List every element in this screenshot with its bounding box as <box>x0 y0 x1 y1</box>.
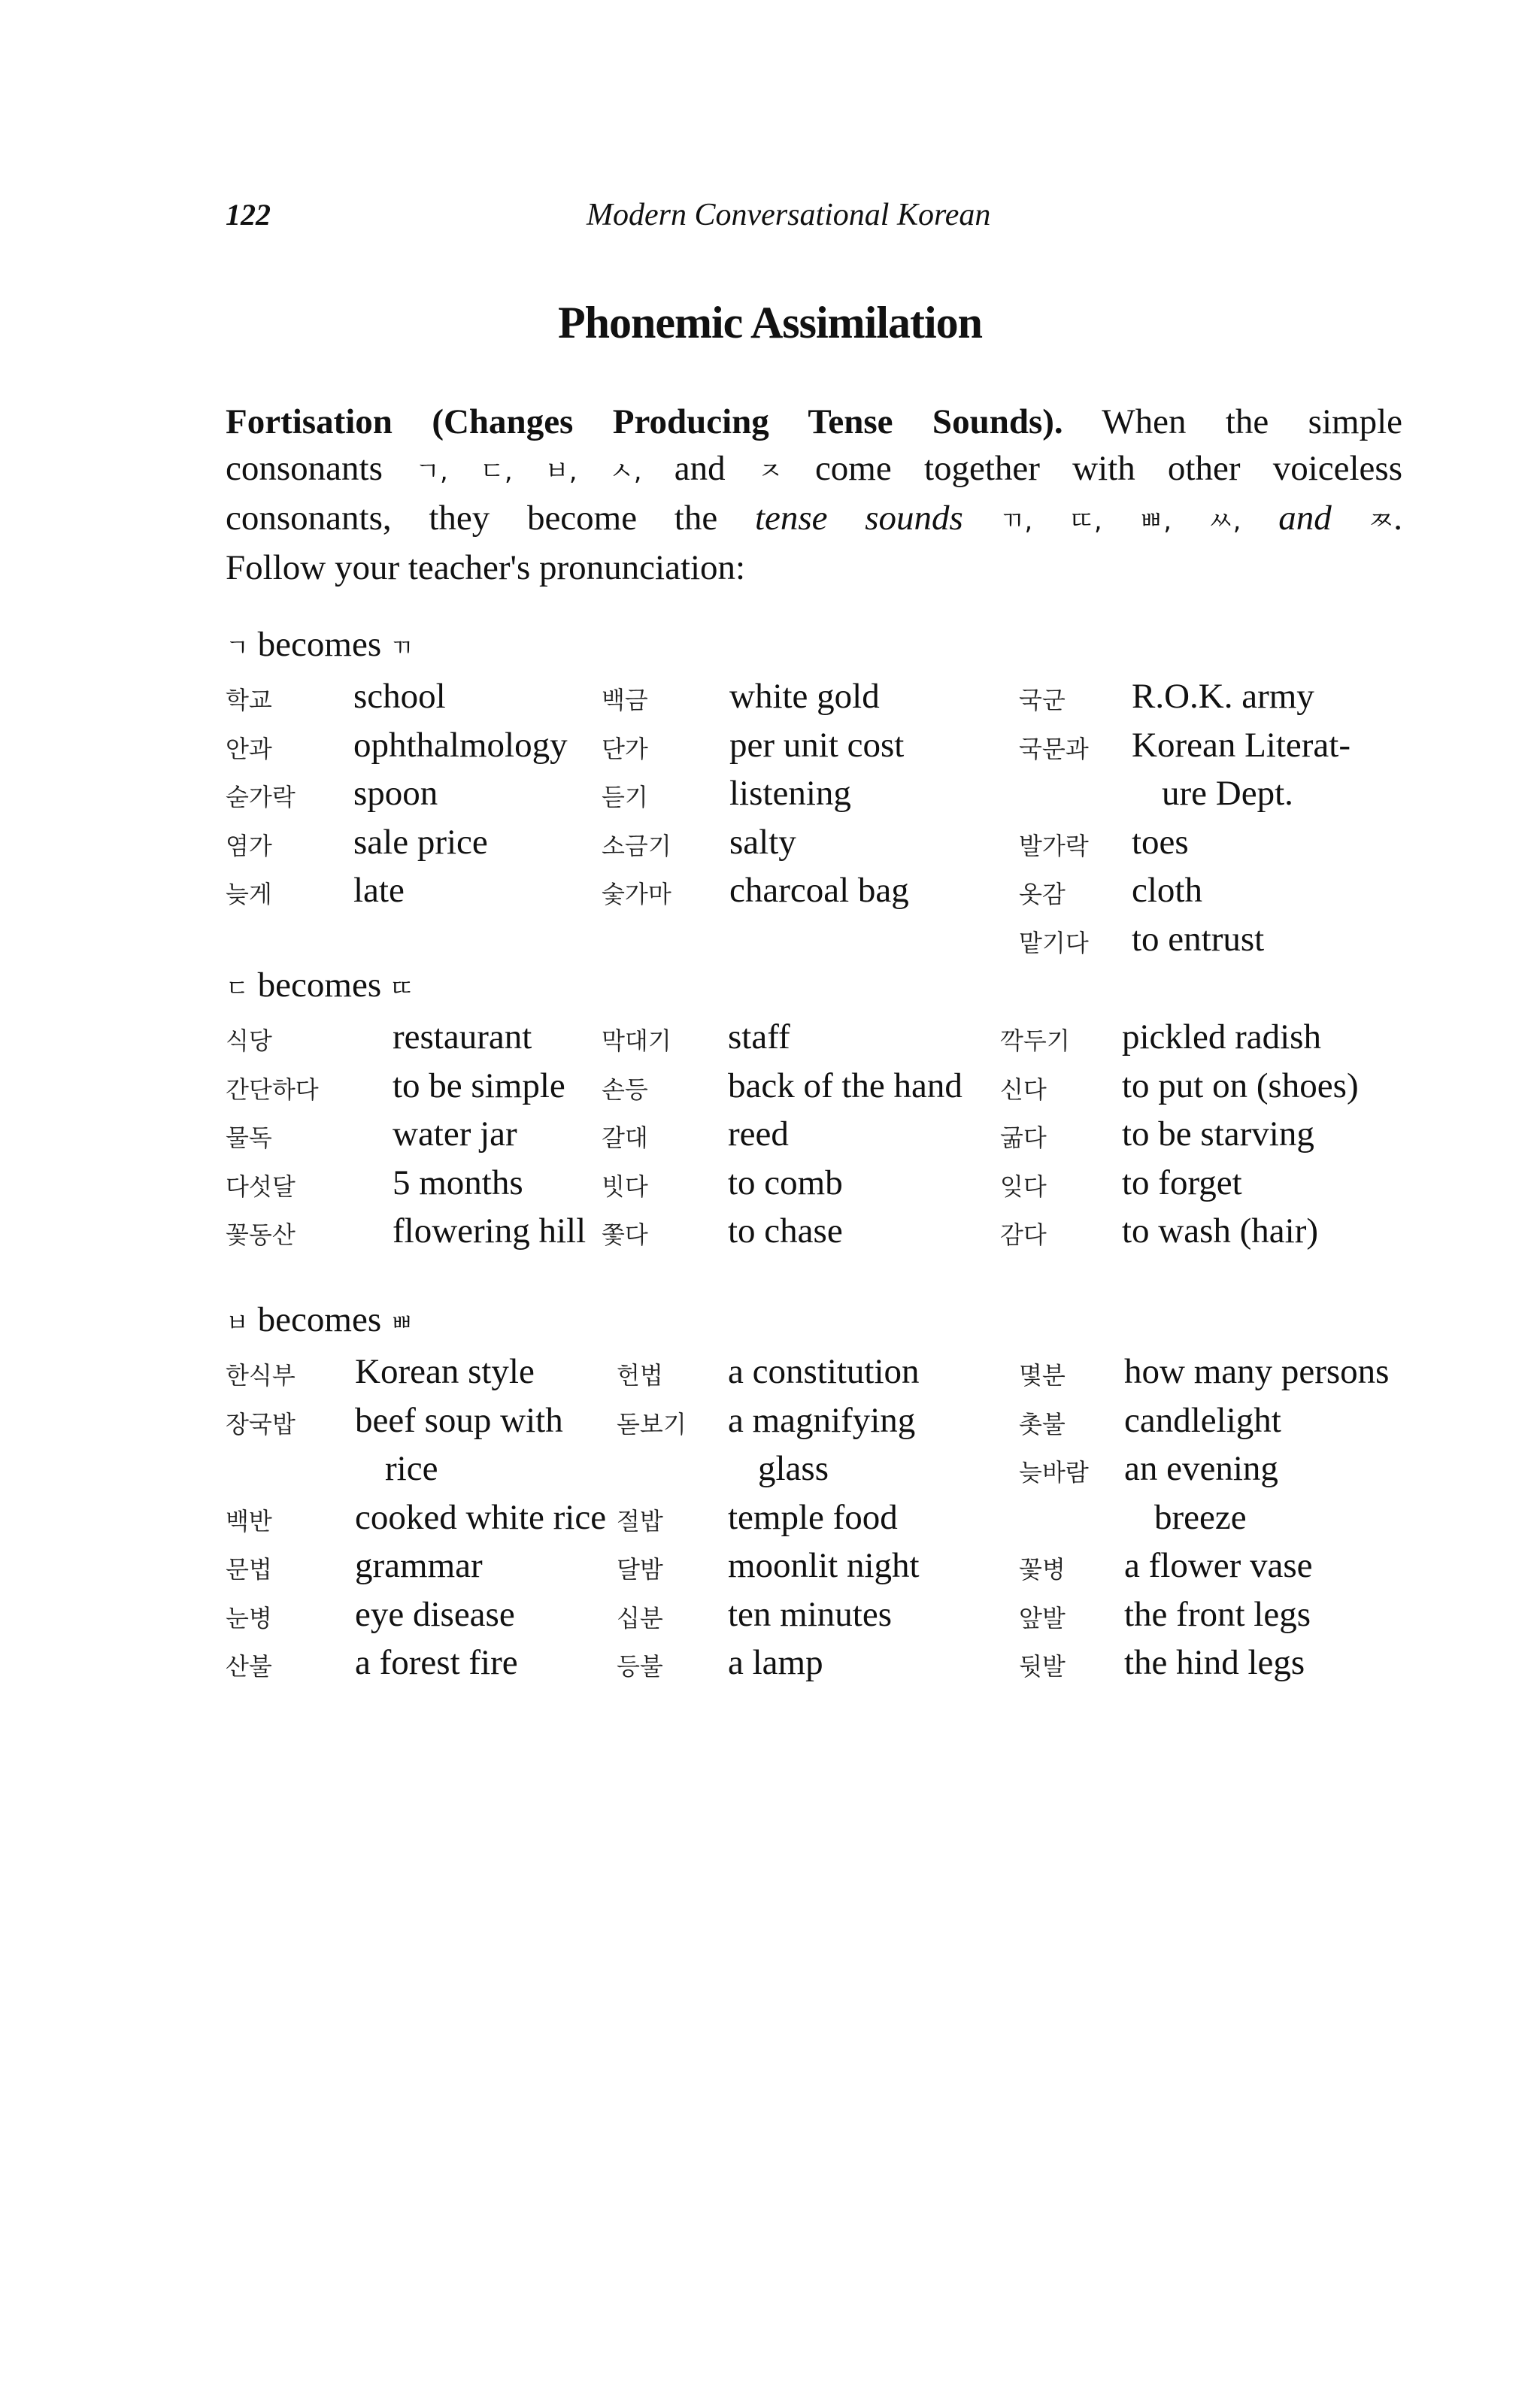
intro-lead: Fortisation (Changes Producing Tense Sounds). <box>226 402 1063 441</box>
korean-word: 돋보기 <box>617 1409 687 1439</box>
english-gloss: a constitution <box>728 1352 920 1391</box>
korean-word: 단가 <box>602 734 648 763</box>
korean-word: 산불 <box>226 1652 272 1681</box>
korean-word: 뒷발 <box>1019 1652 1066 1681</box>
english-gloss: candlelight <box>1124 1400 1281 1440</box>
english-gloss: late <box>353 871 405 910</box>
intro-line2-a: consonants <box>226 449 416 488</box>
english-gloss: an evening <box>1124 1449 1278 1488</box>
korean-word: 늦바람 <box>1019 1458 1089 1487</box>
korean-word: 소금기 <box>602 831 671 860</box>
english-gloss: salty <box>729 822 796 862</box>
korean-word: 식당 <box>226 1026 272 1055</box>
english-gloss: white gold <box>729 677 880 716</box>
section-heading-g <box>226 624 414 665</box>
korean-word: 막대기 <box>602 1026 671 1055</box>
english-gloss: water jar <box>393 1114 517 1154</box>
korean-word: 간단하다 <box>226 1075 319 1104</box>
jamo-jj: ㅉ <box>1369 506 1394 536</box>
english-gloss-continued: ure Dept. <box>1162 774 1293 813</box>
english-gloss: school <box>353 677 446 716</box>
running-title: Modern Conversational Korean <box>587 198 991 232</box>
korean-word: 국군 <box>1019 686 1066 714</box>
jamo-to: ㅃ <box>390 1308 414 1337</box>
english-gloss: a forest fire <box>355 1643 518 1682</box>
intro-line-3 <box>226 495 1402 544</box>
korean-word: 백금 <box>602 686 648 714</box>
intro-line3-a: consonants, they become the <box>226 499 755 538</box>
jamo-simple-consonants: ㄱ, ㄷ, ㅂ, ㅅ, <box>415 456 642 487</box>
english-gloss: moonlit night <box>728 1546 920 1585</box>
english-gloss: to chase <box>728 1211 843 1251</box>
intro-line-4: Follow your teacher's pronunciation: <box>226 548 746 587</box>
english-gloss: reed <box>728 1114 789 1154</box>
english-gloss: beef soup with <box>355 1400 563 1440</box>
english-gloss-continued: rice <box>385 1449 438 1488</box>
english-gloss: the hind legs <box>1124 1643 1305 1682</box>
english-gloss: ten minutes <box>728 1594 892 1634</box>
korean-word: 촛불 <box>1019 1409 1066 1439</box>
korean-word: 맡기다 <box>1019 928 1089 957</box>
section-heading-d <box>226 965 414 1005</box>
english-gloss: cloth <box>1132 871 1202 910</box>
korean-word: 국문과 <box>1019 734 1089 763</box>
english-gloss: to forget <box>1122 1163 1242 1202</box>
korean-word: 늦게 <box>226 880 272 908</box>
korean-word: 앞발 <box>1019 1603 1066 1633</box>
korean-word: 백반 <box>226 1506 272 1536</box>
english-gloss: charcoal bag <box>729 871 909 910</box>
korean-word: 갈대 <box>602 1123 648 1152</box>
korean-word: 빗다 <box>602 1172 648 1201</box>
intro-line1-rest: When the simple <box>1063 402 1402 441</box>
korean-word: 장국밥 <box>226 1409 296 1439</box>
intro-line2-c: come together with other voiceless <box>782 449 1402 488</box>
english-gloss: grammar <box>355 1546 483 1585</box>
korean-word: 꽃병 <box>1019 1555 1066 1584</box>
english-gloss: to be simple <box>393 1066 565 1105</box>
korean-word: 절밥 <box>617 1506 663 1536</box>
korean-word: 안과 <box>226 734 272 763</box>
english-gloss: ophthalmology <box>353 725 568 765</box>
korean-word: 물독 <box>226 1123 272 1152</box>
english-gloss: per unit cost <box>729 725 905 765</box>
korean-word: 등불 <box>617 1652 663 1681</box>
korean-word: 염가 <box>226 831 272 860</box>
jamo-tense-consonants: ㄲ, ㄸ, ㅃ, ㅆ, <box>962 506 1241 536</box>
jamo-to: ㄸ <box>390 974 414 1002</box>
jamo-from: ㄱ <box>226 633 249 662</box>
intro-paragraph <box>226 399 1402 591</box>
korean-word: 잊다 <box>1000 1172 1047 1201</box>
english-gloss: temple food <box>728 1497 898 1537</box>
jamo-from: ㅂ <box>226 1308 249 1337</box>
english-gloss: back of the hand <box>728 1066 962 1105</box>
section-heading-b <box>226 1299 414 1340</box>
intro-line2-b: and <box>641 449 758 488</box>
english-gloss: restaurant <box>393 1017 532 1057</box>
english-gloss-continued: glass <box>758 1449 829 1488</box>
english-gloss: spoon <box>353 774 438 813</box>
jamo-j: ㅈ <box>757 456 783 487</box>
korean-word: 한식부 <box>226 1361 296 1390</box>
english-gloss: to be starving <box>1122 1114 1314 1154</box>
english-gloss: how many persons <box>1124 1352 1390 1391</box>
becomes-text: becomes <box>248 1300 390 1339</box>
english-gloss: toes <box>1132 822 1189 862</box>
korean-word: 옷감 <box>1019 880 1066 908</box>
english-gloss: to entrust <box>1132 919 1265 959</box>
korean-word: 감다 <box>1000 1220 1047 1249</box>
becomes-text: becomes <box>248 966 390 1005</box>
page-number: 122 <box>226 198 271 232</box>
korean-word: 숯가마 <box>602 880 671 908</box>
english-gloss: a magnifying <box>728 1400 916 1440</box>
intro-line-2 <box>226 445 1402 495</box>
korean-word: 학교 <box>226 686 272 714</box>
english-gloss: eye disease <box>355 1594 515 1634</box>
english-gloss: cooked white rice <box>355 1497 607 1537</box>
korean-word: 꽃동산 <box>226 1220 296 1249</box>
section-title: Phonemic Assimilation <box>557 298 983 347</box>
becomes-text: becomes <box>248 625 390 664</box>
english-gloss: Korean style <box>355 1352 535 1391</box>
korean-word: 손등 <box>602 1075 648 1104</box>
english-gloss: flowering hill <box>393 1211 587 1251</box>
english-gloss: staff <box>728 1017 790 1057</box>
intro-line3-and: and <box>1241 499 1369 538</box>
english-gloss: a flower vase <box>1124 1546 1313 1585</box>
korean-word: 쫓다 <box>602 1220 648 1249</box>
jamo-to: ㄲ <box>390 633 414 662</box>
korean-word: 눈병 <box>226 1603 272 1633</box>
english-gloss: to put on (shoes) <box>1122 1066 1359 1105</box>
korean-word: 헌법 <box>617 1361 663 1390</box>
korean-word: 문법 <box>226 1555 272 1584</box>
korean-word: 굶다 <box>1000 1123 1047 1152</box>
korean-word: 신다 <box>1000 1075 1047 1104</box>
english-gloss-continued: breeze <box>1154 1497 1247 1537</box>
korean-word: 깍두기 <box>1000 1026 1070 1055</box>
korean-word: 숟가락 <box>226 783 296 811</box>
korean-word: 발가락 <box>1019 831 1089 860</box>
english-gloss: pickled radish <box>1122 1017 1321 1057</box>
tense-sounds-term: tense sounds <box>754 499 963 538</box>
english-gloss: a lamp <box>728 1643 823 1682</box>
english-gloss: the front legs <box>1124 1594 1311 1634</box>
korean-word: 몇분 <box>1019 1361 1066 1390</box>
english-gloss: 5 months <box>393 1163 523 1202</box>
english-gloss: to wash (hair) <box>1122 1211 1319 1251</box>
korean-word: 달밤 <box>617 1555 663 1584</box>
intro-line3-end: . <box>1393 499 1403 538</box>
korean-word: 듣기 <box>602 783 648 811</box>
english-gloss: listening <box>729 774 851 813</box>
english-gloss: R.O.K. army <box>1132 677 1314 716</box>
english-gloss: sale price <box>353 822 488 862</box>
korean-word: 다섯달 <box>226 1172 296 1201</box>
jamo-from: ㄷ <box>226 974 249 1002</box>
korean-word: 십분 <box>617 1603 663 1633</box>
intro-line-1 <box>226 399 1402 445</box>
english-gloss: Korean Literat- <box>1132 725 1351 765</box>
english-gloss: to comb <box>728 1163 843 1202</box>
